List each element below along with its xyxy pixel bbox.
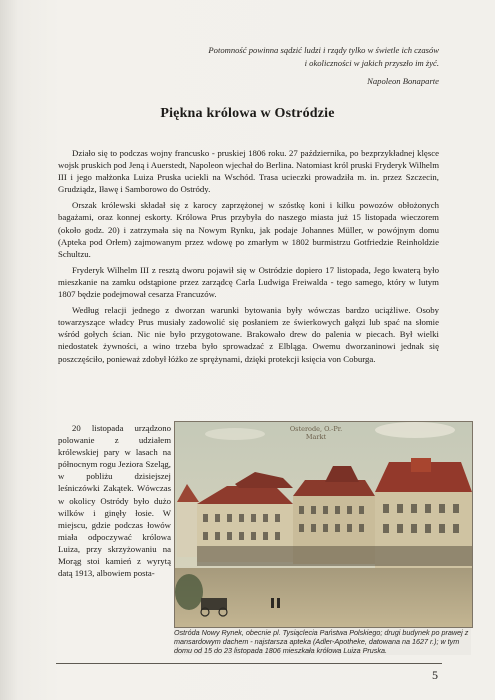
postcard-caption-city: Osterode, O.-Pr. xyxy=(289,425,343,433)
paragraph: Według relacji jednego z dworzan warunki bytowania były wówczas bardzo uciążliwe. Osoby towarzyszące władcy Prus musiały zadowolić się posłaniem ze świerkowych gałęzi lub spać na słomie wśród gołych ścian. Nic nie było przygotowane. Brakowało drew do palenia w piecach. Był wielki niedostatek żywności, a wino trzeba było sprowadzać z Elbląga. Owemu dworzaninowi jednak się poszczęściło, ponieważ zdobył łóżko ze sprężynami, dzięki protekcji księcia von Coburga. xyxy=(58,305,439,364)
photo-caption: Ostróda Nowy Rynek, obecnie pl. Tysiąclecia Państwa Polskiego; drugi budynek po prawej z mansardowym dachem - najstarsza apteka (Adler-Apotheke, datowana na 1627 r.); w tym domu od 15 do 23 listopada 1806 mieszkała królowa Luiza Pruska. xyxy=(174,628,471,655)
paragraph: Fryderyk Wilhelm III z resztą dworu pojawił się w Ostródzie dopiero 17 listopada, Jego kwaterą było mieszkanie na zamku odstąpione przez zarządcę Carla Ludwiga Freiwalda - tego samego, który w lutym 1807 będzie podejmował cesarza Francuzów. xyxy=(58,264,439,300)
postcard-photo xyxy=(174,421,473,628)
paragraph: 20 listopada urządzono polowanie z udziałem królewskiej pary w lasach na północnym rogu Jeziora Szeląg, w pobliżu dzisiejszej leśniczówki Zakątek. Wówczas w okolicy Ostródy było dużo wilków i ginęły łosie. W miejscu, gdzie podczas łowów miała odpoczywać królowa Luiza, przy skrzyżowaniu na Morąg stoi kamień z wyrytą datą 1913, albowiem posta- xyxy=(58,423,171,579)
chapter-title: Piękna królowa w Ostródzie xyxy=(160,106,335,121)
epigraph xyxy=(120,44,439,88)
paragraph: Działo się to podczas wojny francusko - pruskiej 1806 roku. 27 października, po bezprzykładnej klęsce wojsk pruskich pod Jeną i Auerstedt, Napoleon wjechał do Berlina. Natomiast król pruski Fryderyk Wilhelm III i jego małżonka Luiza Pruska uciekli na Wschód. Trasa ucieczki prowadziła m. in. przez Szczecin, Grudziądz, Iławę i Samborowo do Ostródy. xyxy=(58,148,439,195)
epigraph-author: Napoleon Bonaparte xyxy=(367,76,439,86)
market-square-illustration xyxy=(175,422,472,627)
postcard-caption-place: Markt xyxy=(305,433,327,441)
epigraph-line-2: i okoliczności w jakich przyszło im żyć. xyxy=(304,57,439,68)
footer-divider xyxy=(56,663,442,664)
body-text xyxy=(58,147,439,369)
epigraph-line-1: Potomność powinna sądzić ludzi i rządy tylko w świetle ich czasów xyxy=(208,45,439,55)
side-column-text xyxy=(58,422,171,579)
page-number: 5 xyxy=(432,668,438,682)
paragraph: Orszak królewski składał się z karocy zaprzężonej w szóstkę koni i kilku powozów obłożonych bagażami, oraz konnej eskorty. Królowa Prus przybyła do naszego miasta już 15 listopada wieczorem (około godz. 20) i zatrzymała się na Nowym Rynku, jak podaje Johannes Müller, w powójnym domu (Apteka pod Orłem) zajmowanym przez wdowę po zmarłym w 1802 burmistrzu Gotfriedzie Reinholdzie Schultzu. xyxy=(58,200,439,259)
